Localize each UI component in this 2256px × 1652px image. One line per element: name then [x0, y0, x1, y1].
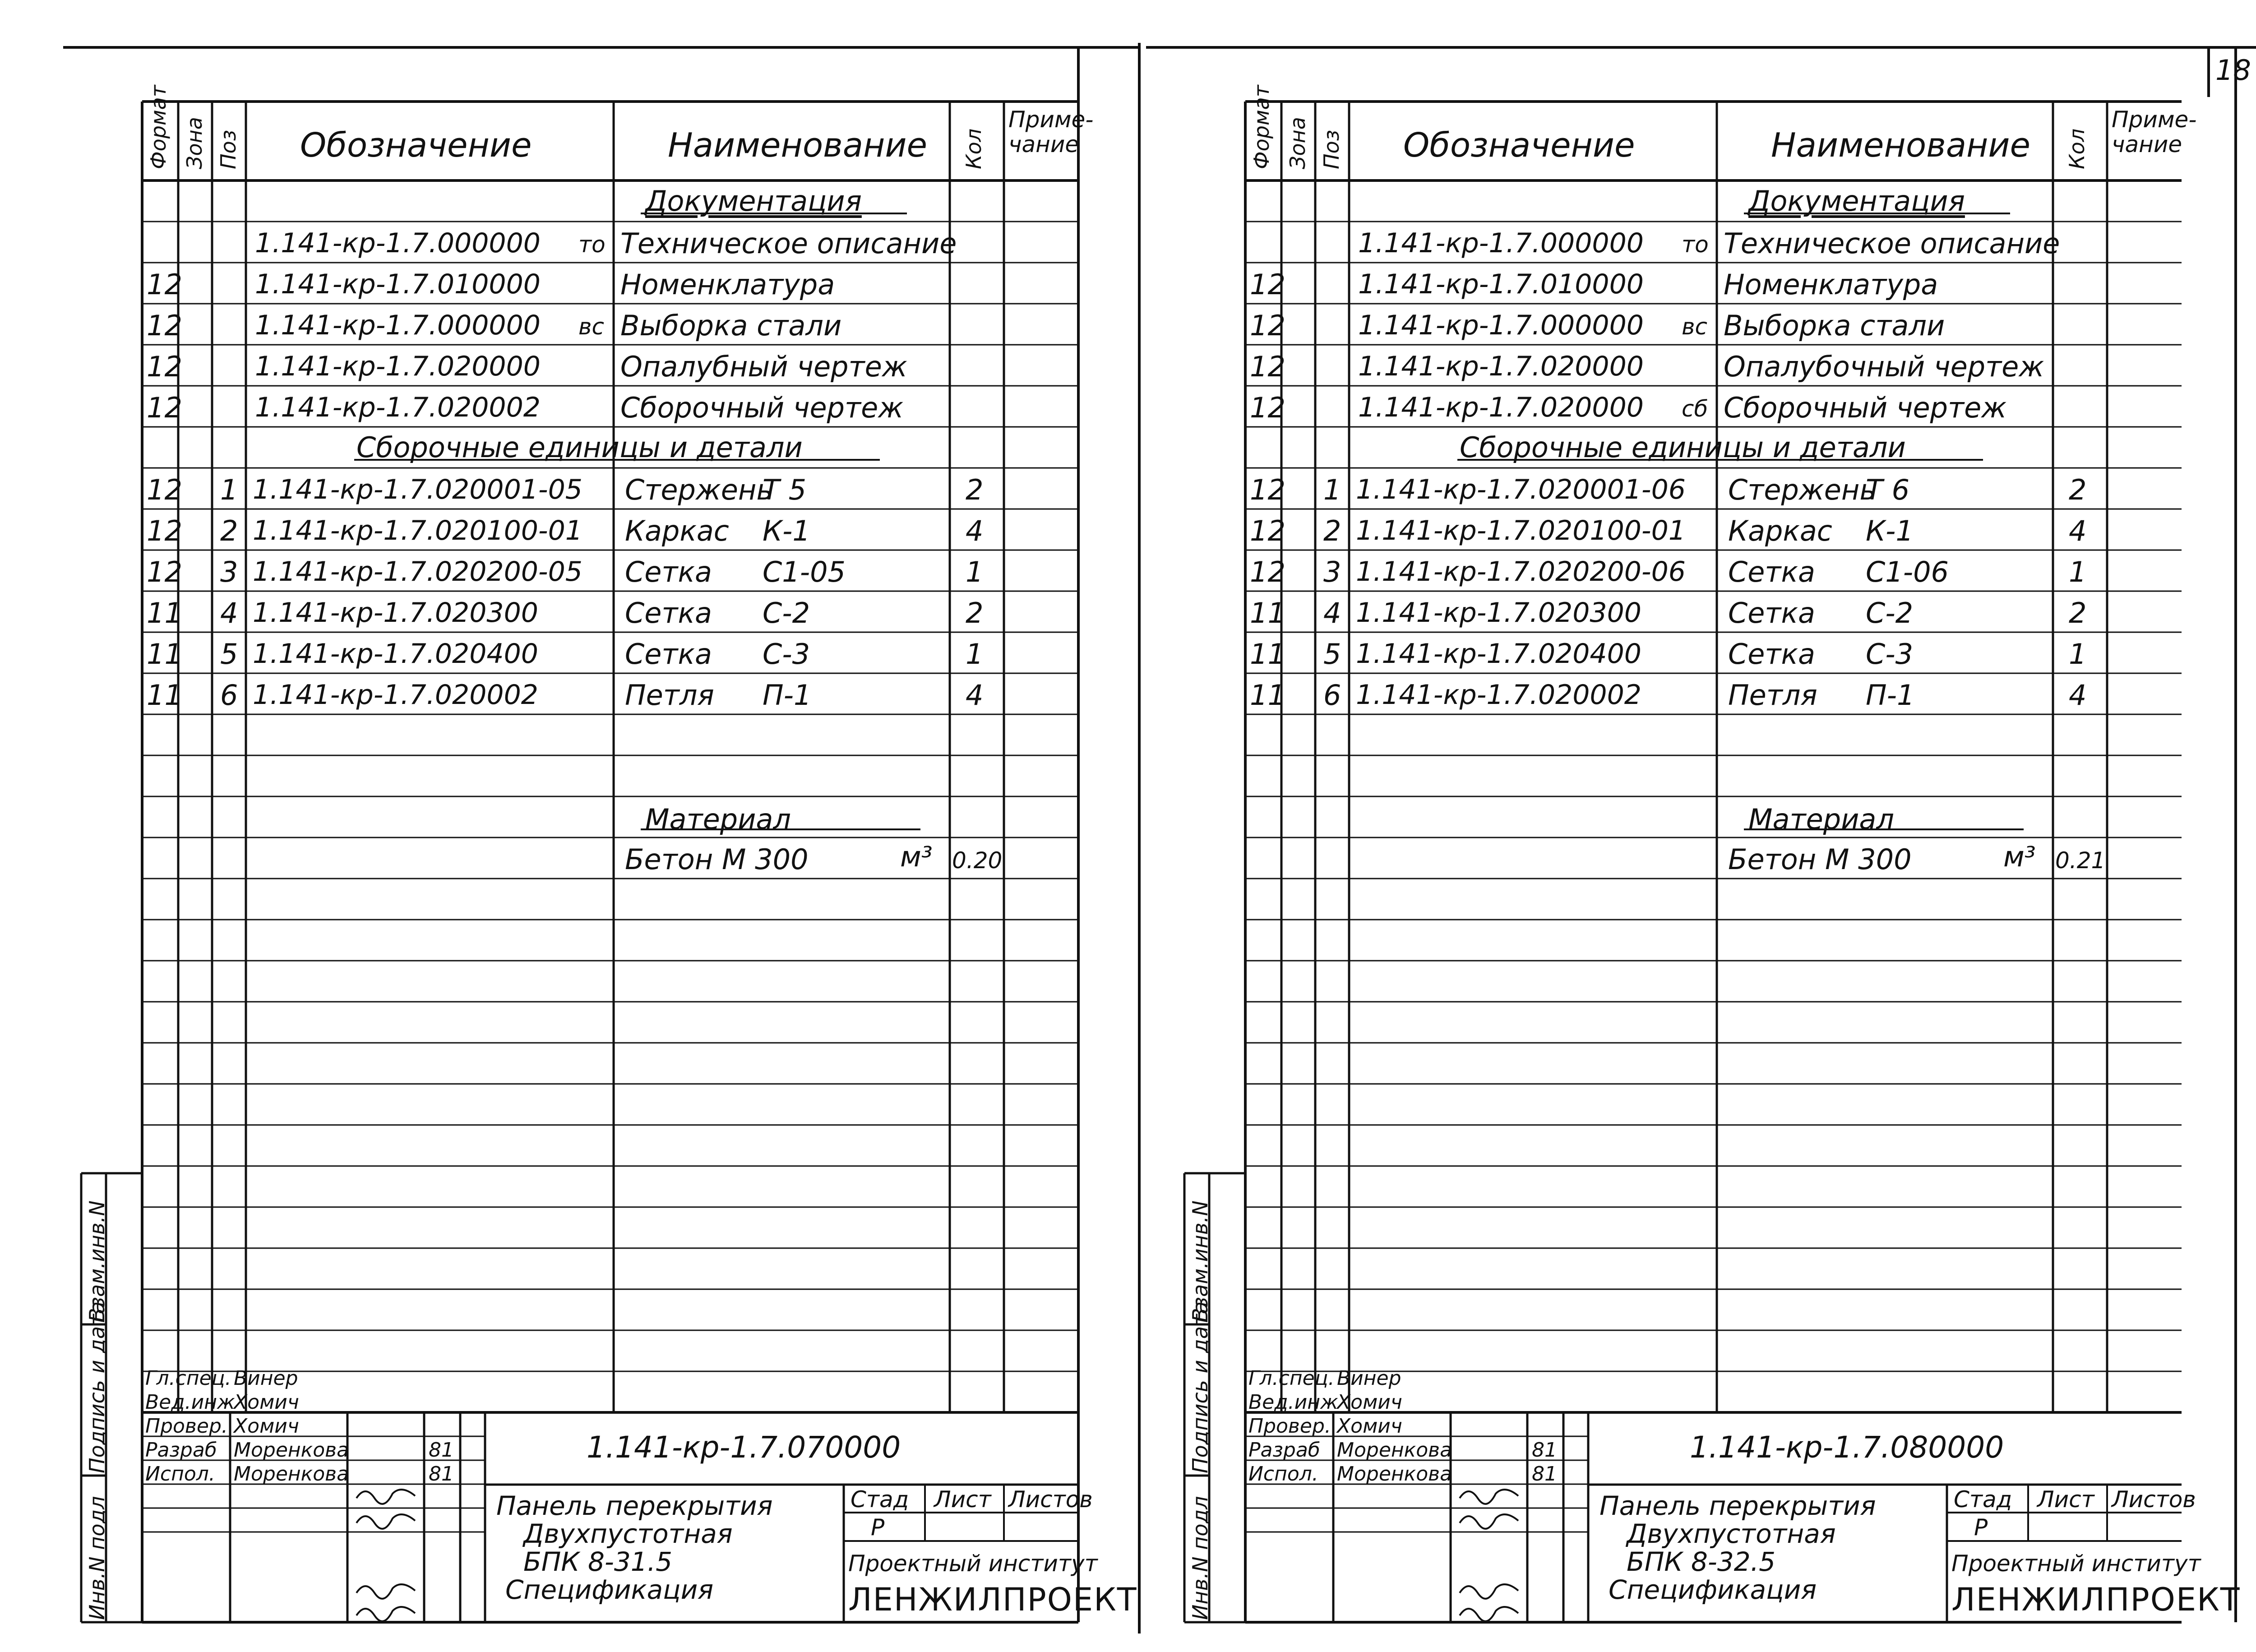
stamp-title-line: БПК 8-31.5: [523, 1546, 672, 1577]
stamp-role: Гл.спец.: [1248, 1367, 1335, 1390]
doc-row-name: Выборка стали: [1724, 309, 1945, 342]
stamp-date: 81: [1532, 1462, 1557, 1485]
stamp-person-name: Хомич: [1337, 1391, 1402, 1414]
part-row-qty: 2: [966, 597, 984, 629]
part-row-pos: 3: [1323, 555, 1341, 588]
stamp-document-code: 1.141-кр-1.7.080000: [1690, 1430, 2004, 1465]
col-zone-header: Зона: [1285, 117, 1310, 169]
signature-mark: [356, 1584, 415, 1599]
doc-row-name: Номенклатура: [1724, 268, 1938, 301]
doc-row-suffix: сб: [1682, 396, 1708, 422]
doc-row-name: Сборочный чертеж: [620, 391, 904, 424]
part-row-designation: 1.141-кр-1.7.020100-01: [1356, 515, 1686, 546]
stamp-sheets-label: Листов: [2112, 1486, 2196, 1513]
stamp-title-line: Панель перекрытия: [496, 1490, 773, 1521]
doc-row-designation: 1.141-кр-1.7.010000: [1358, 268, 1644, 300]
signature-mark: [1460, 1490, 1518, 1504]
doc-row-designation: 1.141-кр-1.7.000000: [1358, 227, 1644, 259]
stamp-person-name: Моренкова: [234, 1462, 349, 1485]
stamp-person-name: Винер: [1337, 1367, 1401, 1390]
part-row-name: Сетка: [625, 597, 712, 629]
part-row-pos: 1: [220, 473, 238, 506]
stamp-sheet-label: Лист: [934, 1486, 991, 1513]
part-row-designation: 1.141-кр-1.7.020400: [1356, 638, 1641, 670]
part-row-qty: 1: [966, 555, 984, 588]
part-row-name: Сетка: [1728, 597, 1815, 629]
material-name: Бетон М 300: [1728, 843, 1912, 876]
part-row-format: 11: [147, 679, 182, 712]
side-label-signature-date: Подпись и дата: [85, 1301, 109, 1473]
col-pos-header: Поз: [216, 130, 240, 169]
part-row-mark: С1-05: [763, 555, 846, 588]
part-row-designation: 1.141-кр-1.7.020001-06: [1356, 474, 1686, 505]
stamp-title-line: Спецификация: [1609, 1574, 1817, 1605]
part-row-name: Каркас: [1728, 514, 1832, 547]
part-row-pos: 1: [1323, 473, 1341, 506]
doc-row-name: Опалубочный чертеж: [1724, 350, 2044, 383]
part-row-mark: П-1: [763, 679, 812, 712]
doc-row-designation: 1.141-кр-1.7.020000: [1358, 392, 1644, 423]
part-row-pos: 6: [1323, 679, 1341, 712]
part-row-pos: 5: [220, 638, 238, 671]
doc-row-name: Техническое описание: [620, 227, 957, 260]
stamp-stage-value: Р: [1974, 1514, 1988, 1541]
part-row-mark: К-1: [763, 514, 810, 547]
col-note-header-1: Приме-: [2112, 106, 2197, 133]
doc-row-format: 12: [147, 391, 182, 424]
side-label-inv-orig: Инв.N подл: [1188, 1496, 1212, 1620]
col-note-header-2: чание: [2112, 131, 2182, 157]
doc-row-designation: 1.141-кр-1.7.000000: [1358, 310, 1644, 341]
part-row-mark: Т 5: [763, 473, 807, 506]
stamp-stage-label: Стад: [851, 1486, 909, 1513]
part-row-mark: С-3: [763, 638, 810, 671]
part-row-qty: 2: [2069, 473, 2087, 506]
col-qty-header: Кол: [962, 128, 986, 169]
doc-row-format: 12: [1250, 350, 1285, 383]
part-row-name: Стержень: [1728, 473, 1876, 506]
part-row-designation: 1.141-кр-1.7.020200-06: [1356, 556, 1686, 588]
part-row-designation: 1.141-кр-1.7.020400: [253, 638, 538, 670]
doc-row-designation: 1.141-кр-1.7.010000: [255, 268, 541, 300]
doc-row-format: 12: [1250, 309, 1285, 342]
stamp-title-line: Спецификация: [505, 1574, 714, 1605]
stamp-person-name: Моренкова: [1337, 1439, 1452, 1462]
part-row-name: Сетка: [625, 638, 712, 671]
doc-row-format: 12: [147, 309, 182, 342]
doc-row-name: Опалубный чертеж: [620, 350, 907, 383]
part-row-format: 12: [147, 555, 182, 588]
signature-mark: [1460, 1584, 1518, 1599]
part-row-pos: 4: [220, 597, 238, 629]
part-row-format: 12: [147, 514, 182, 547]
part-row-pos: 6: [220, 679, 238, 712]
stamp-role: Гл.спец.: [145, 1367, 231, 1390]
spec-sheet-right: [1103, 0, 2256, 1652]
part-row-qty: 2: [966, 473, 984, 506]
part-row-mark: К-1: [1866, 514, 1914, 547]
stamp-date: 81: [1532, 1439, 1557, 1462]
stamp-person-name: Хомич: [234, 1391, 299, 1414]
part-row-mark: С1-06: [1866, 555, 1949, 588]
part-row-mark: С-3: [1866, 638, 1914, 671]
part-row-qty: 4: [966, 514, 984, 547]
part-row-format: 12: [147, 473, 182, 506]
part-row-designation: 1.141-кр-1.7.020100-01: [253, 515, 582, 546]
part-row-name: Сетка: [625, 555, 712, 588]
material-unit: м³: [900, 840, 933, 873]
doc-row-format: 12: [1250, 268, 1285, 301]
part-row-designation: 1.141-кр-1.7.020001-05: [253, 474, 582, 505]
material-unit: м³: [2003, 840, 2036, 873]
part-row-qty: 1: [2069, 555, 2087, 588]
stamp-institute-name: ЛЕНЖИЛПРОЕКТ: [1951, 1581, 2241, 1618]
part-row-pos: 4: [1323, 597, 1341, 629]
part-row-name: Петля: [625, 679, 714, 712]
part-row-designation: 1.141-кр-1.7.020002: [253, 679, 538, 711]
part-row-name: Петля: [1728, 679, 1817, 712]
doc-row-designation: 1.141-кр-1.7.000000: [255, 310, 541, 341]
doc-row-format: 12: [147, 268, 182, 301]
stamp-institute-label: Проектный институт: [848, 1550, 1098, 1577]
section-material: Материал: [645, 803, 791, 836]
stamp-role: Провер.: [145, 1415, 228, 1438]
stamp-sheet-label: Лист: [2037, 1486, 2094, 1513]
part-row-pos: 3: [220, 555, 238, 588]
part-row-name: Сетка: [1728, 555, 1815, 588]
part-row-qty: 1: [2069, 638, 2087, 671]
section-documentation: Документация: [1748, 185, 1965, 217]
doc-row-name: Сборочный чертеж: [1724, 391, 2007, 424]
part-row-mark: П-1: [1866, 679, 1915, 712]
col-note-header-1: Приме-: [1008, 106, 1094, 133]
col-designation-header: Обозначение: [300, 126, 532, 165]
section-documentation: Документация: [645, 185, 862, 217]
stamp-person-name: Хомич: [234, 1415, 299, 1438]
col-format-header: Формат: [1249, 85, 1274, 169]
section-assembly-units: Сборочные единицы и детали: [1460, 431, 1906, 464]
stamp-sheets-label: Листов: [1008, 1486, 1093, 1513]
part-row-pos: 2: [1323, 514, 1341, 547]
part-row-designation: 1.141-кр-1.7.020300: [253, 597, 538, 629]
part-row-qty: 1: [966, 638, 984, 671]
stamp-role: Разраб: [1248, 1439, 1320, 1462]
part-row-qty: 4: [2069, 679, 2087, 712]
doc-row-name: Техническое описание: [1724, 227, 2060, 260]
doc-row-suffix: то: [1682, 231, 1709, 258]
part-row-format: 11: [1250, 679, 1285, 712]
col-qty-header: Кол: [2065, 128, 2089, 169]
doc-row-suffix: то: [578, 231, 606, 258]
stamp-document-code: 1.141-кр-1.7.070000: [587, 1430, 901, 1465]
part-row-name: Каркас: [625, 514, 729, 547]
side-label-inv-orig: Инв.N подл: [85, 1496, 109, 1620]
part-row-mark: С-2: [763, 597, 810, 629]
part-row-name: Стержень: [625, 473, 773, 506]
part-row-qty: 4: [966, 679, 984, 712]
part-row-format: 11: [147, 597, 182, 629]
part-row-pos: 5: [1323, 638, 1341, 671]
signature-mark: [356, 1607, 415, 1621]
side-label-signature-date: Подпись и дата: [1188, 1301, 1212, 1473]
part-row-format: 12: [1250, 555, 1285, 588]
part-row-format: 12: [1250, 514, 1285, 547]
side-label-replace-inv: Взам.инв.N: [1188, 1200, 1212, 1322]
col-name-header: Наименование: [1771, 126, 2031, 165]
doc-row-format: 12: [147, 350, 182, 383]
stamp-person-name: Винер: [234, 1367, 298, 1390]
col-designation-header: Обозначение: [1403, 126, 1635, 165]
col-zone-header: Зона: [182, 117, 207, 169]
doc-row-name: Номенклатура: [620, 268, 835, 301]
part-row-qty: 2: [2069, 597, 2087, 629]
section-material: Материал: [1748, 803, 1895, 836]
part-row-format: 11: [147, 638, 182, 671]
stamp-title-line: БПК 8-32.5: [1627, 1546, 1775, 1577]
stamp-role: Провер.: [1248, 1415, 1331, 1438]
stamp-person-name: Хомич: [1337, 1415, 1402, 1438]
part-row-pos: 2: [220, 514, 238, 547]
doc-row-format: 12: [1250, 391, 1285, 424]
part-row-designation: 1.141-кр-1.7.020002: [1356, 679, 1641, 711]
part-row-qty: 4: [2069, 514, 2087, 547]
stamp-stage-label: Стад: [1954, 1486, 2012, 1513]
signature-mark: [1460, 1607, 1518, 1621]
doc-row-designation: 1.141-кр-1.7.020002: [255, 392, 541, 423]
stamp-title-line: Двухпустотная: [523, 1518, 733, 1549]
signature-mark: [356, 1490, 415, 1504]
stamp-role: Испол.: [145, 1462, 215, 1485]
part-row-format: 11: [1250, 638, 1285, 671]
doc-row-designation: 1.141-кр-1.7.020000: [1358, 351, 1644, 382]
stamp-title-line: Двухпустотная: [1627, 1518, 1836, 1549]
stamp-date: 81: [429, 1439, 454, 1462]
doc-row-designation: 1.141-кр-1.7.020000: [255, 351, 541, 382]
part-row-mark: Т 6: [1866, 473, 1910, 506]
stamp-stage-value: Р: [871, 1514, 885, 1541]
col-pos-header: Поз: [1319, 130, 1344, 169]
side-label-replace-inv: Взам.инв.N: [85, 1200, 109, 1322]
material-qty: 0.20: [952, 847, 1003, 874]
stamp-title-line: Панель перекрытия: [1600, 1490, 1876, 1521]
section-assembly-units: Сборочные единицы и детали: [356, 431, 803, 464]
part-row-format: 11: [1250, 597, 1285, 629]
stamp-institute-label: Проектный институт: [1951, 1550, 2201, 1577]
doc-row-suffix: вс: [578, 314, 604, 340]
part-row-format: 12: [1250, 473, 1285, 506]
part-row-designation: 1.141-кр-1.7.020200-05: [253, 556, 582, 588]
doc-row-suffix: вс: [1682, 314, 1707, 340]
part-row-designation: 1.141-кр-1.7.020300: [1356, 597, 1641, 629]
stamp-date: 81: [429, 1462, 454, 1485]
stamp-person-name: Моренкова: [234, 1439, 349, 1462]
signature-mark: [1460, 1514, 1518, 1529]
doc-row-name: Выборка стали: [620, 309, 842, 342]
material-qty: 0.21: [2055, 847, 2106, 874]
stamp-role: Вед.инж: [1248, 1391, 1338, 1414]
material-name: Бетон М 300: [625, 843, 809, 876]
part-row-name: Сетка: [1728, 638, 1815, 671]
col-name-header: Наименование: [668, 126, 928, 165]
page-number: 18: [2215, 54, 2251, 87]
doc-row-designation: 1.141-кр-1.7.000000: [255, 227, 541, 259]
col-note-header-2: чание: [1008, 131, 1079, 157]
signature-mark: [356, 1514, 415, 1529]
stamp-role: Испол.: [1248, 1462, 1318, 1485]
stamp-institute-name: ЛЕНЖИЛПРОЕКТ: [848, 1581, 1137, 1618]
part-row-mark: С-2: [1866, 597, 1914, 629]
stamp-person-name: Моренкова: [1337, 1462, 1452, 1485]
stamp-role: Разраб: [145, 1439, 217, 1462]
col-format-header: Формат: [146, 85, 171, 169]
stamp-role: Вед.инж: [145, 1391, 235, 1414]
